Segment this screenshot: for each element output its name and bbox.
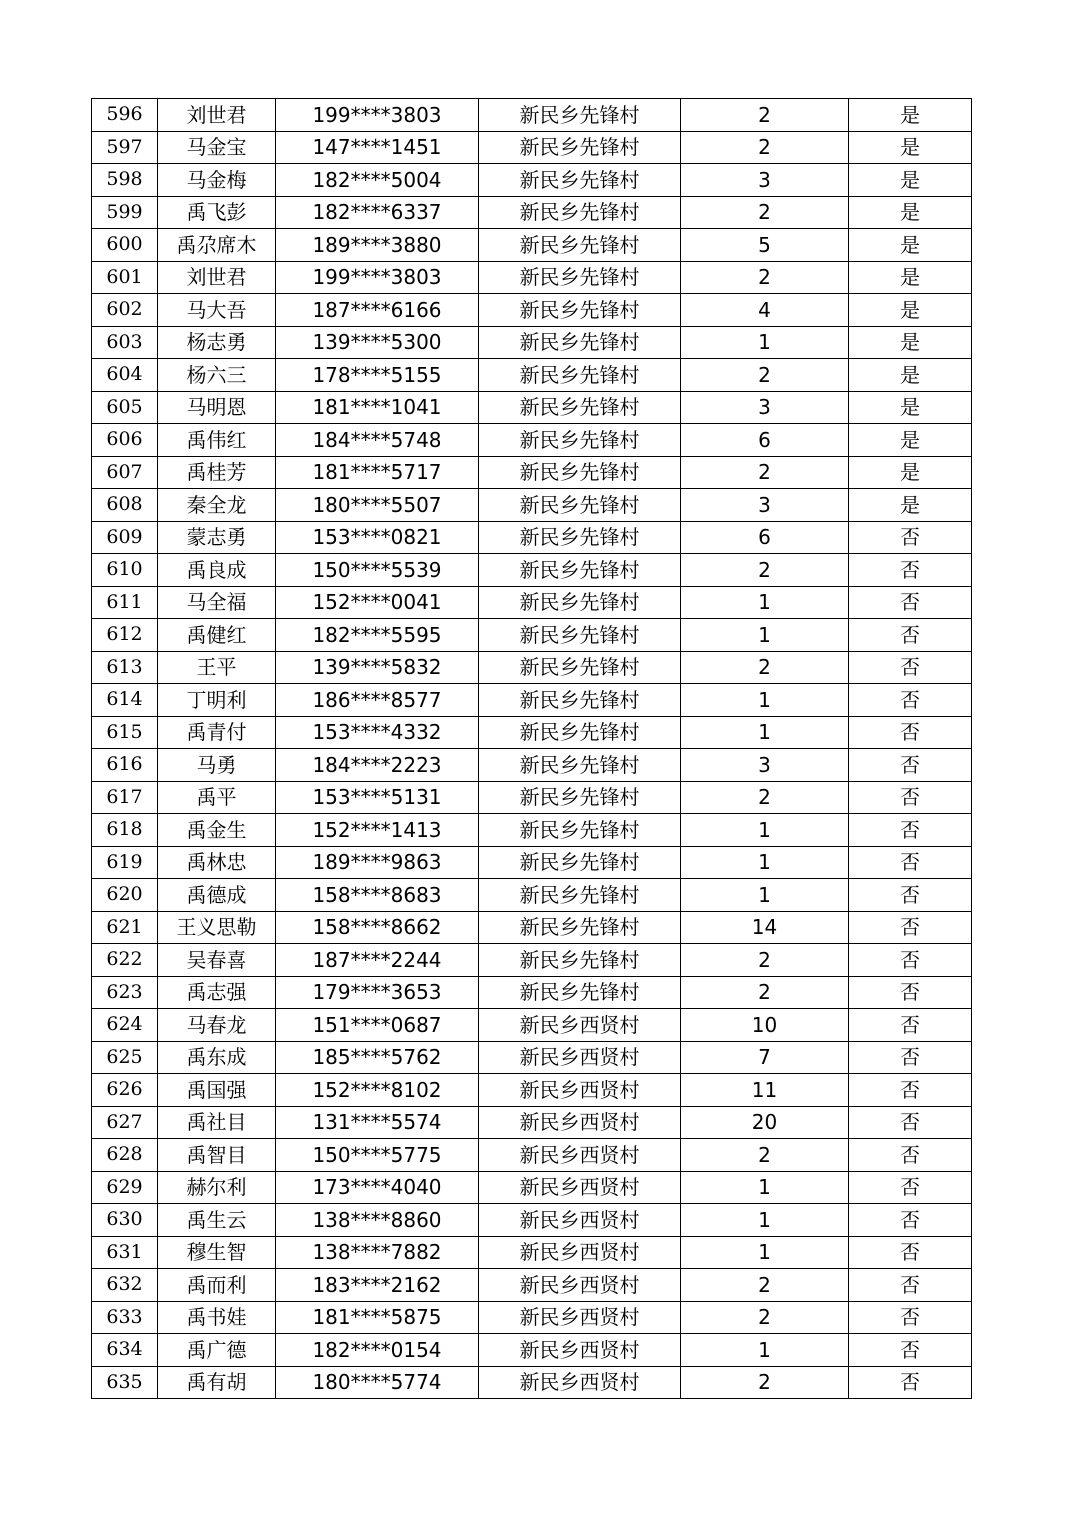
cell-phone: 150****5539 [276, 554, 479, 587]
cell-count: 11 [681, 1074, 849, 1107]
table-row [92, 521, 972, 554]
cell-serial-number: 621 [92, 911, 158, 944]
table-row [92, 261, 972, 294]
cell-flag: 是 [849, 359, 972, 392]
cell-village: 新民乡先锋村 [479, 99, 681, 132]
cell-count: 20 [681, 1106, 849, 1139]
cell-phone: 181****5717 [276, 456, 479, 489]
cell-name: 禹而利 [158, 1269, 276, 1302]
table-row [92, 1139, 972, 1172]
cell-flag: 否 [849, 651, 972, 684]
cell-village: 新民乡先锋村 [479, 229, 681, 262]
cell-flag: 否 [849, 1366, 972, 1399]
cell-flag: 否 [849, 1171, 972, 1204]
cell-phone: 189****3880 [276, 229, 479, 262]
cell-village: 新民乡先锋村 [479, 781, 681, 814]
cell-village: 新民乡先锋村 [479, 456, 681, 489]
cell-name: 禹德成 [158, 879, 276, 912]
cell-name: 禹桂芳 [158, 456, 276, 489]
table-row [92, 619, 972, 652]
cell-count: 2 [681, 131, 849, 164]
cell-count: 2 [681, 944, 849, 977]
cell-village: 新民乡先锋村 [479, 521, 681, 554]
cell-count: 1 [681, 684, 849, 717]
cell-village: 新民乡先锋村 [479, 684, 681, 717]
cell-name: 禹广德 [158, 1334, 276, 1367]
cell-serial-number: 609 [92, 521, 158, 554]
cell-phone: 182****0154 [276, 1334, 479, 1367]
table-row [92, 781, 972, 814]
cell-serial-number: 630 [92, 1204, 158, 1237]
table-row [92, 1236, 972, 1269]
cell-name: 禹生云 [158, 1204, 276, 1237]
cell-flag: 是 [849, 391, 972, 424]
cell-count: 2 [681, 456, 849, 489]
cell-name: 赫尔利 [158, 1171, 276, 1204]
cell-flag: 否 [849, 944, 972, 977]
cell-serial-number: 626 [92, 1074, 158, 1107]
cell-flag: 否 [849, 1301, 972, 1334]
table-row [92, 164, 972, 197]
cell-phone: 151****0687 [276, 1009, 479, 1042]
cell-phone: 152****8102 [276, 1074, 479, 1107]
cell-serial-number: 614 [92, 684, 158, 717]
cell-flag: 否 [849, 521, 972, 554]
cell-serial-number: 601 [92, 261, 158, 294]
cell-count: 1 [681, 716, 849, 749]
cell-village: 新民乡先锋村 [479, 944, 681, 977]
cell-serial-number: 633 [92, 1301, 158, 1334]
cell-flag: 否 [849, 911, 972, 944]
cell-flag: 是 [849, 99, 972, 132]
cell-phone: 131****5574 [276, 1106, 479, 1139]
cell-name: 禹伟红 [158, 424, 276, 457]
cell-count: 3 [681, 749, 849, 782]
cell-flag: 否 [849, 1041, 972, 1074]
cell-flag: 是 [849, 489, 972, 522]
cell-village: 新民乡先锋村 [479, 554, 681, 587]
cell-count: 2 [681, 976, 849, 1009]
cell-flag: 否 [849, 1106, 972, 1139]
cell-serial-number: 615 [92, 716, 158, 749]
cell-flag: 否 [849, 879, 972, 912]
cell-village: 新民乡先锋村 [479, 489, 681, 522]
table-row [92, 359, 972, 392]
cell-phone: 158****8683 [276, 879, 479, 912]
cell-serial-number: 629 [92, 1171, 158, 1204]
cell-serial-number: 622 [92, 944, 158, 977]
cell-name: 秦全龙 [158, 489, 276, 522]
cell-serial-number: 631 [92, 1236, 158, 1269]
cell-phone: 173****4040 [276, 1171, 479, 1204]
cell-count: 1 [681, 1236, 849, 1269]
cell-village: 新民乡先锋村 [479, 424, 681, 457]
cell-phone: 187****6166 [276, 294, 479, 327]
cell-name: 禹社目 [158, 1106, 276, 1139]
table-row [92, 1041, 972, 1074]
cell-count: 5 [681, 229, 849, 262]
cell-phone: 152****1413 [276, 814, 479, 847]
cell-count: 6 [681, 521, 849, 554]
cell-serial-number: 627 [92, 1106, 158, 1139]
cell-name: 吴春喜 [158, 944, 276, 977]
cell-name: 马明恩 [158, 391, 276, 424]
cell-count: 1 [681, 619, 849, 652]
cell-count: 2 [681, 1301, 849, 1334]
cell-flag: 是 [849, 294, 972, 327]
cell-phone: 180****5507 [276, 489, 479, 522]
cell-phone: 186****8577 [276, 684, 479, 717]
cell-count: 14 [681, 911, 849, 944]
cell-count: 2 [681, 99, 849, 132]
cell-phone: 182****6337 [276, 196, 479, 229]
cell-phone: 147****1451 [276, 131, 479, 164]
cell-name: 丁明利 [158, 684, 276, 717]
cell-count: 3 [681, 164, 849, 197]
table-row [92, 814, 972, 847]
cell-phone: 138****8860 [276, 1204, 479, 1237]
cell-count: 2 [681, 196, 849, 229]
cell-name: 马春龙 [158, 1009, 276, 1042]
cell-village: 新民乡先锋村 [479, 846, 681, 879]
table-row [92, 1334, 972, 1367]
table-row [92, 684, 972, 717]
cell-name: 马大吾 [158, 294, 276, 327]
cell-village: 新民乡先锋村 [479, 294, 681, 327]
cell-name: 禹飞彭 [158, 196, 276, 229]
cell-name: 王义思勒 [158, 911, 276, 944]
cell-serial-number: 604 [92, 359, 158, 392]
cell-village: 新民乡先锋村 [479, 164, 681, 197]
table-row [92, 586, 972, 619]
cell-name: 禹志强 [158, 976, 276, 1009]
cell-village: 新民乡西贤村 [479, 1009, 681, 1042]
cell-phone: 180****5774 [276, 1366, 479, 1399]
cell-village: 新民乡先锋村 [479, 131, 681, 164]
table-row [92, 131, 972, 164]
cell-flag: 否 [849, 749, 972, 782]
cell-village: 新民乡先锋村 [479, 586, 681, 619]
cell-phone: 183****2162 [276, 1269, 479, 1302]
table-row [92, 1171, 972, 1204]
table-row [92, 554, 972, 587]
cell-serial-number: 616 [92, 749, 158, 782]
cell-count: 1 [681, 1334, 849, 1367]
cell-name: 禹良成 [158, 554, 276, 587]
cell-phone: 182****5595 [276, 619, 479, 652]
cell-phone: 152****0041 [276, 586, 479, 619]
cell-phone: 153****4332 [276, 716, 479, 749]
cell-village: 新民乡先锋村 [479, 391, 681, 424]
table-row [92, 99, 972, 132]
cell-village: 新民乡先锋村 [479, 749, 681, 782]
table-row [92, 1009, 972, 1042]
cell-village: 新民乡西贤村 [479, 1139, 681, 1172]
cell-phone: 199****3803 [276, 261, 479, 294]
cell-count: 2 [681, 1269, 849, 1302]
cell-phone: 184****2223 [276, 749, 479, 782]
cell-serial-number: 620 [92, 879, 158, 912]
table-row [92, 1269, 972, 1302]
cell-village: 新民乡先锋村 [479, 326, 681, 359]
cell-serial-number: 625 [92, 1041, 158, 1074]
table-body [92, 99, 972, 1399]
table-row [92, 944, 972, 977]
cell-flag: 否 [849, 684, 972, 717]
table-row [92, 716, 972, 749]
cell-flag: 否 [849, 846, 972, 879]
cell-serial-number: 617 [92, 781, 158, 814]
cell-village: 新民乡先锋村 [479, 814, 681, 847]
cell-serial-number: 618 [92, 814, 158, 847]
cell-count: 1 [681, 879, 849, 912]
cell-village: 新民乡先锋村 [479, 619, 681, 652]
table-row [92, 489, 972, 522]
cell-village: 新民乡先锋村 [479, 651, 681, 684]
cell-count: 3 [681, 391, 849, 424]
table-row [92, 1074, 972, 1107]
cell-serial-number: 599 [92, 196, 158, 229]
cell-phone: 178****5155 [276, 359, 479, 392]
cell-phone: 182****5004 [276, 164, 479, 197]
cell-village: 新民乡西贤村 [479, 1106, 681, 1139]
cell-count: 1 [681, 846, 849, 879]
cell-count: 1 [681, 814, 849, 847]
cell-name: 禹智目 [158, 1139, 276, 1172]
table-row [92, 1366, 972, 1399]
cell-village: 新民乡先锋村 [479, 359, 681, 392]
cell-serial-number: 628 [92, 1139, 158, 1172]
cell-serial-number: 606 [92, 424, 158, 457]
cell-serial-number: 635 [92, 1366, 158, 1399]
cell-count: 1 [681, 326, 849, 359]
cell-name: 禹东成 [158, 1041, 276, 1074]
table-row [92, 749, 972, 782]
cell-phone: 139****5300 [276, 326, 479, 359]
cell-name: 禹林忠 [158, 846, 276, 879]
cell-name: 刘世君 [158, 261, 276, 294]
cell-serial-number: 610 [92, 554, 158, 587]
table-row [92, 651, 972, 684]
cell-serial-number: 607 [92, 456, 158, 489]
cell-serial-number: 608 [92, 489, 158, 522]
cell-name: 马金宝 [158, 131, 276, 164]
cell-flag: 否 [849, 1204, 972, 1237]
cell-flag: 否 [849, 716, 972, 749]
cell-name: 穆生智 [158, 1236, 276, 1269]
cell-phone: 153****5131 [276, 781, 479, 814]
cell-name: 禹国强 [158, 1074, 276, 1107]
cell-name: 刘世君 [158, 99, 276, 132]
cell-phone: 181****5875 [276, 1301, 479, 1334]
cell-count: 1 [681, 1204, 849, 1237]
table-row [92, 391, 972, 424]
cell-name: 禹尕席木 [158, 229, 276, 262]
cell-serial-number: 598 [92, 164, 158, 197]
cell-village: 新民乡先锋村 [479, 196, 681, 229]
cell-phone: 150****5775 [276, 1139, 479, 1172]
cell-flag: 否 [849, 1139, 972, 1172]
cell-serial-number: 603 [92, 326, 158, 359]
cell-name: 马金梅 [158, 164, 276, 197]
table-row [92, 879, 972, 912]
cell-count: 3 [681, 489, 849, 522]
cell-count: 10 [681, 1009, 849, 1042]
cell-village: 新民乡先锋村 [479, 716, 681, 749]
cell-phone: 187****2244 [276, 944, 479, 977]
cell-village: 新民乡先锋村 [479, 261, 681, 294]
cell-serial-number: 611 [92, 586, 158, 619]
cell-village: 新民乡西贤村 [479, 1236, 681, 1269]
cell-flag: 是 [849, 229, 972, 262]
cell-village: 新民乡西贤村 [479, 1204, 681, 1237]
cell-name: 马勇 [158, 749, 276, 782]
cell-village: 新民乡先锋村 [479, 911, 681, 944]
table-row [92, 229, 972, 262]
cell-phone: 153****0821 [276, 521, 479, 554]
cell-village: 新民乡西贤村 [479, 1301, 681, 1334]
cell-phone: 189****9863 [276, 846, 479, 879]
table-row [92, 1301, 972, 1334]
cell-serial-number: 623 [92, 976, 158, 1009]
table-row [92, 911, 972, 944]
cell-village: 新民乡先锋村 [479, 879, 681, 912]
table-row [92, 294, 972, 327]
cell-flag: 否 [849, 1269, 972, 1302]
cell-name: 禹平 [158, 781, 276, 814]
table-row [92, 196, 972, 229]
cell-count: 4 [681, 294, 849, 327]
cell-serial-number: 605 [92, 391, 158, 424]
cell-serial-number: 596 [92, 99, 158, 132]
cell-village: 新民乡西贤村 [479, 1041, 681, 1074]
cell-serial-number: 602 [92, 294, 158, 327]
data-table [91, 98, 972, 1399]
cell-flag: 否 [849, 554, 972, 587]
cell-village: 新民乡西贤村 [479, 1366, 681, 1399]
cell-serial-number: 600 [92, 229, 158, 262]
cell-name: 禹有胡 [158, 1366, 276, 1399]
cell-phone: 185****5762 [276, 1041, 479, 1074]
table-row [92, 976, 972, 1009]
table-row [92, 1106, 972, 1139]
table-row [92, 424, 972, 457]
cell-flag: 否 [849, 976, 972, 1009]
cell-flag: 否 [849, 619, 972, 652]
cell-name: 杨六三 [158, 359, 276, 392]
cell-flag: 否 [849, 781, 972, 814]
cell-flag: 是 [849, 326, 972, 359]
cell-phone: 181****1041 [276, 391, 479, 424]
cell-count: 7 [681, 1041, 849, 1074]
cell-flag: 否 [849, 586, 972, 619]
cell-phone: 138****7882 [276, 1236, 479, 1269]
cell-flag: 否 [849, 1236, 972, 1269]
cell-flag: 是 [849, 196, 972, 229]
cell-serial-number: 632 [92, 1269, 158, 1302]
cell-name: 蒙志勇 [158, 521, 276, 554]
cell-name: 王平 [158, 651, 276, 684]
cell-flag: 否 [849, 1074, 972, 1107]
cell-name: 禹健红 [158, 619, 276, 652]
cell-village: 新民乡西贤村 [479, 1269, 681, 1302]
cell-name: 杨志勇 [158, 326, 276, 359]
cell-count: 2 [681, 781, 849, 814]
cell-count: 1 [681, 1171, 849, 1204]
cell-village: 新民乡先锋村 [479, 976, 681, 1009]
cell-flag: 否 [849, 1334, 972, 1367]
table-row [92, 326, 972, 359]
cell-count: 2 [681, 1366, 849, 1399]
cell-count: 1 [681, 586, 849, 619]
cell-count: 2 [681, 359, 849, 392]
cell-count: 2 [681, 651, 849, 684]
cell-name: 禹青付 [158, 716, 276, 749]
cell-village: 新民乡西贤村 [479, 1171, 681, 1204]
table-row [92, 456, 972, 489]
table-row [92, 1204, 972, 1237]
cell-flag: 是 [849, 131, 972, 164]
cell-name: 马全福 [158, 586, 276, 619]
cell-flag: 否 [849, 1009, 972, 1042]
cell-phone: 184****5748 [276, 424, 479, 457]
cell-serial-number: 619 [92, 846, 158, 879]
cell-serial-number: 597 [92, 131, 158, 164]
cell-phone: 199****3803 [276, 99, 479, 132]
cell-flag: 否 [849, 814, 972, 847]
table-row [92, 846, 972, 879]
cell-phone: 139****5832 [276, 651, 479, 684]
cell-count: 2 [681, 554, 849, 587]
cell-flag: 是 [849, 424, 972, 457]
cell-serial-number: 613 [92, 651, 158, 684]
cell-serial-number: 612 [92, 619, 158, 652]
cell-phone: 158****8662 [276, 911, 479, 944]
cell-flag: 是 [849, 164, 972, 197]
cell-phone: 179****3653 [276, 976, 479, 1009]
cell-name: 禹金生 [158, 814, 276, 847]
cell-name: 禹书娃 [158, 1301, 276, 1334]
cell-flag: 是 [849, 261, 972, 294]
cell-serial-number: 624 [92, 1009, 158, 1042]
cell-village: 新民乡西贤村 [479, 1334, 681, 1367]
cell-count: 2 [681, 261, 849, 294]
cell-village: 新民乡西贤村 [479, 1074, 681, 1107]
cell-count: 6 [681, 424, 849, 457]
cell-serial-number: 634 [92, 1334, 158, 1367]
cell-flag: 是 [849, 456, 972, 489]
cell-count: 2 [681, 1139, 849, 1172]
